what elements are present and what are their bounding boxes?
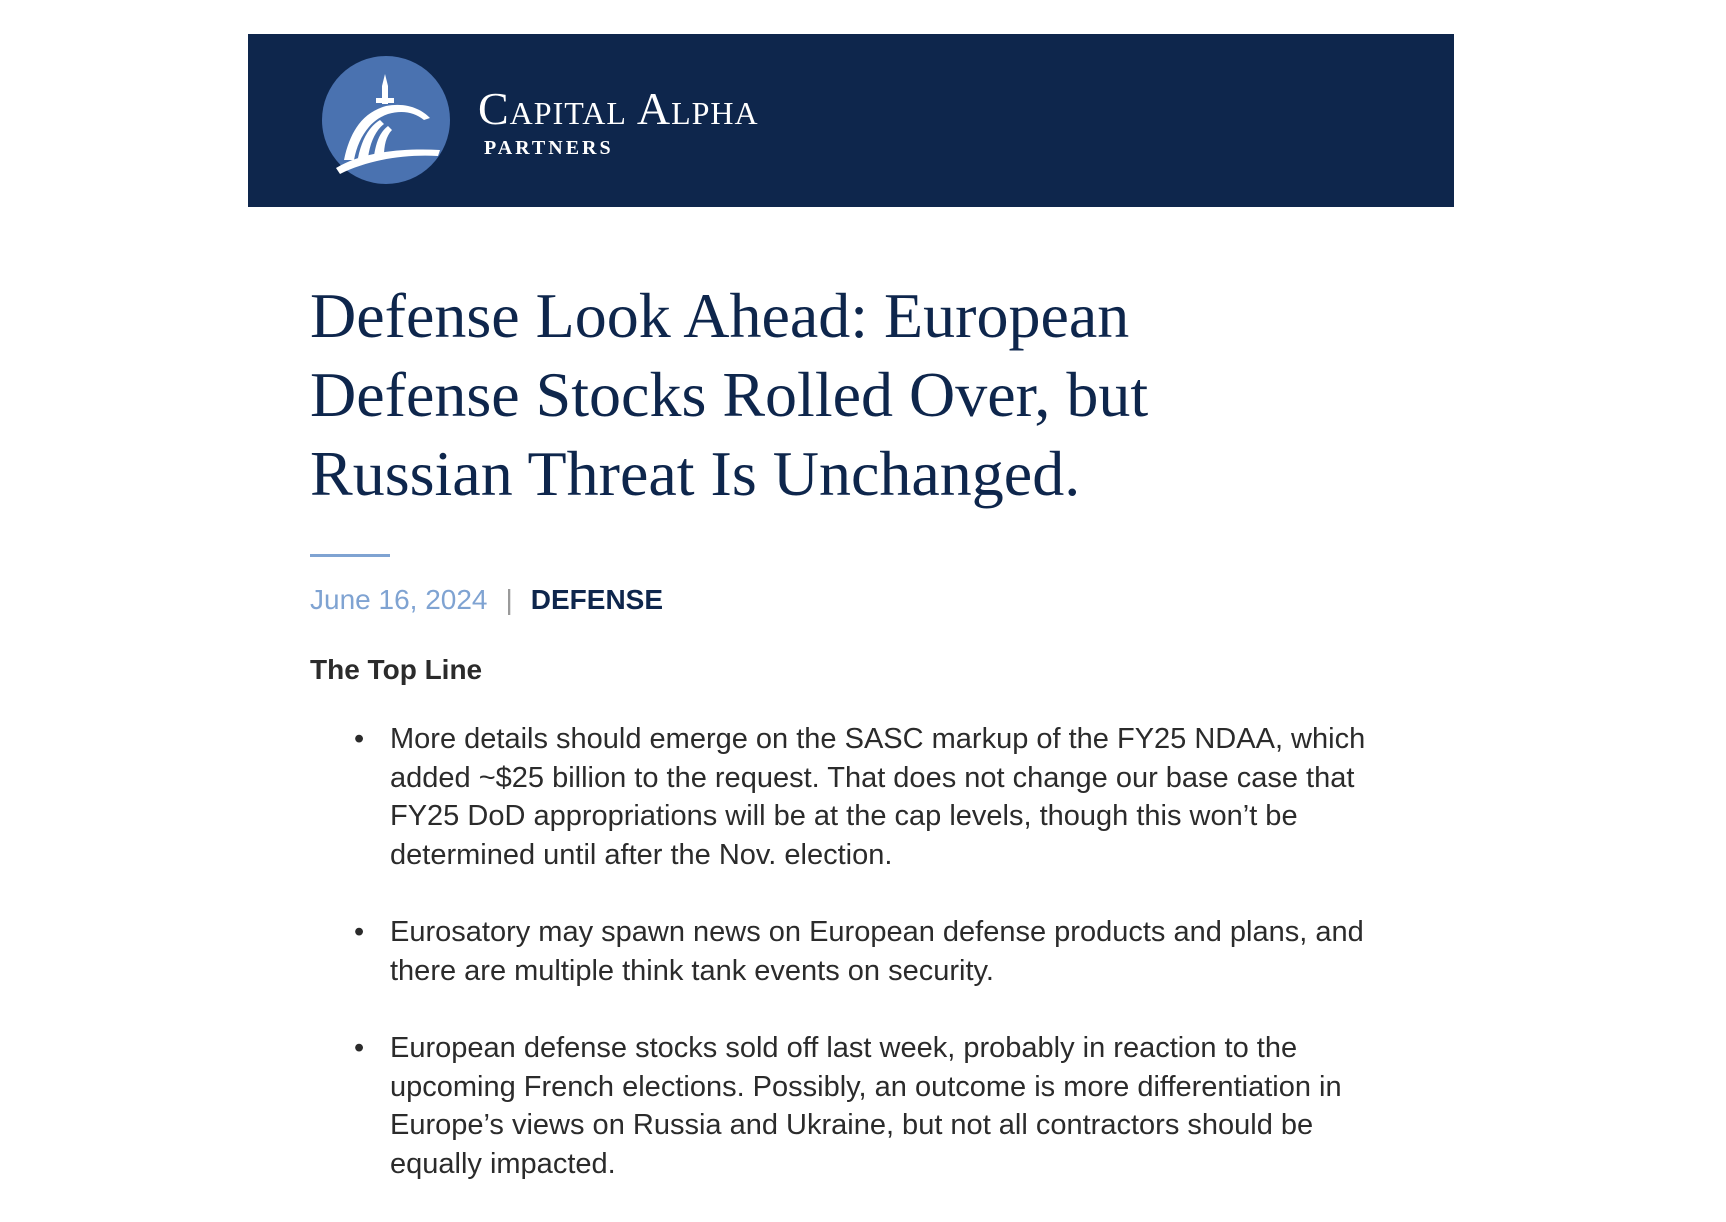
header-banner <box>248 34 1454 207</box>
article-title: Defense Look Ahead: European Defense Stocks Rolled Over, but Russian Threat Is Unchanged. <box>310 280 1149 509</box>
meta-separator: | <box>505 584 513 615</box>
article-date: June 16, 2024 <box>310 584 488 615</box>
brand-name: Capital Alpha <box>478 83 759 134</box>
bullet-icon: • <box>354 723 365 755</box>
list-item <box>310 1029 1390 1183</box>
list-item <box>310 720 1390 874</box>
list-item-text: European defense stocks sold off last week, probably in reaction to the upcoming French elections. Possibly, an outcome is more differentiation in Europe’s views on Russia and Ukraine, but not all contractors should be equally impacted. <box>390 1032 1342 1180</box>
list-item <box>310 913 1390 990</box>
section-heading: The Top Line <box>310 654 483 685</box>
list-item-text: More details should emerge on the SASC markup of the FY25 NDAA, which added ~$25 billion to the request. That does not change our base case that FY25 DoD appropriations will be at the cap levels, though this won’t be determined until after the Nov. election. <box>390 723 1366 871</box>
top-line-list <box>310 720 1390 1222</box>
brand-subtitle: PARTNERS <box>484 137 614 159</box>
title-divider <box>310 554 390 557</box>
bullet-icon: • <box>354 916 365 948</box>
bullet-icon: • <box>354 1032 365 1064</box>
article-meta <box>310 580 663 620</box>
list-item-text: Eurosatory may spawn news on European defense products and plans, and there are multiple think tank events on security. <box>390 916 1364 987</box>
capitol-dome-logo-icon <box>322 56 450 184</box>
article-category: DEFENSE <box>530 584 664 615</box>
